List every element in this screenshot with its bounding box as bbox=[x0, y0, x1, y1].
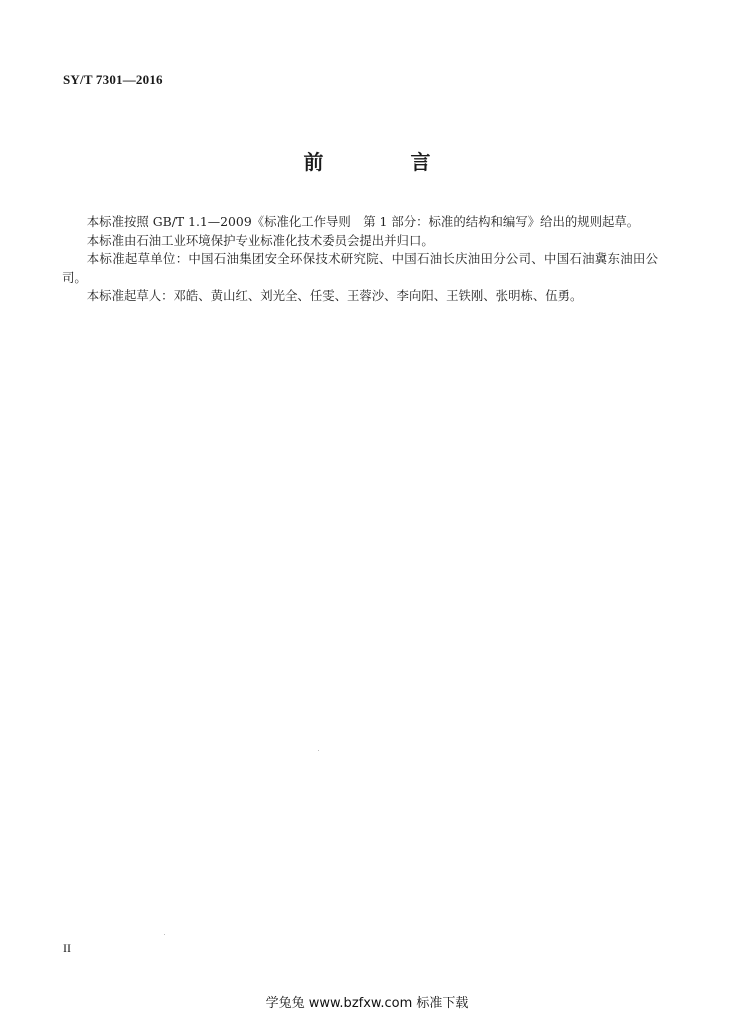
foreword-body bbox=[62, 213, 658, 306]
paragraph-drafting-units: 本标准起草单位：中国石油集团安全环保技术研究院、中国石油长庆油田分公司、中国石油冀东油田公司。 bbox=[62, 251, 658, 285]
page-number: II bbox=[63, 941, 71, 955]
document-code: SY/T 7301—2016 bbox=[63, 72, 163, 87]
scan-speck bbox=[164, 934, 165, 935]
footer-watermark[interactable]: 学兔兔 www.bzfxw.com 标准下载 bbox=[265, 996, 469, 1011]
scan-speck bbox=[318, 750, 319, 751]
page-title: 前 言 bbox=[303, 150, 471, 174]
paragraph-drafting-rules: 本标准按照 GB/T 1.1—2009《标准化工作导则 第 1 部分：标准的结构和编写》给出的规则起草。 bbox=[86, 214, 640, 229]
paragraph-proposer: 本标准由石油工业环境保护专业标准化技术委员会提出并归口。 bbox=[86, 232, 434, 248]
paragraph-drafters: 本标准起草人：邓皓、黄山红、刘光全、任雯、王蓉沙、李向阳、王铁刚、张明栋、伍勇。 bbox=[86, 288, 583, 304]
